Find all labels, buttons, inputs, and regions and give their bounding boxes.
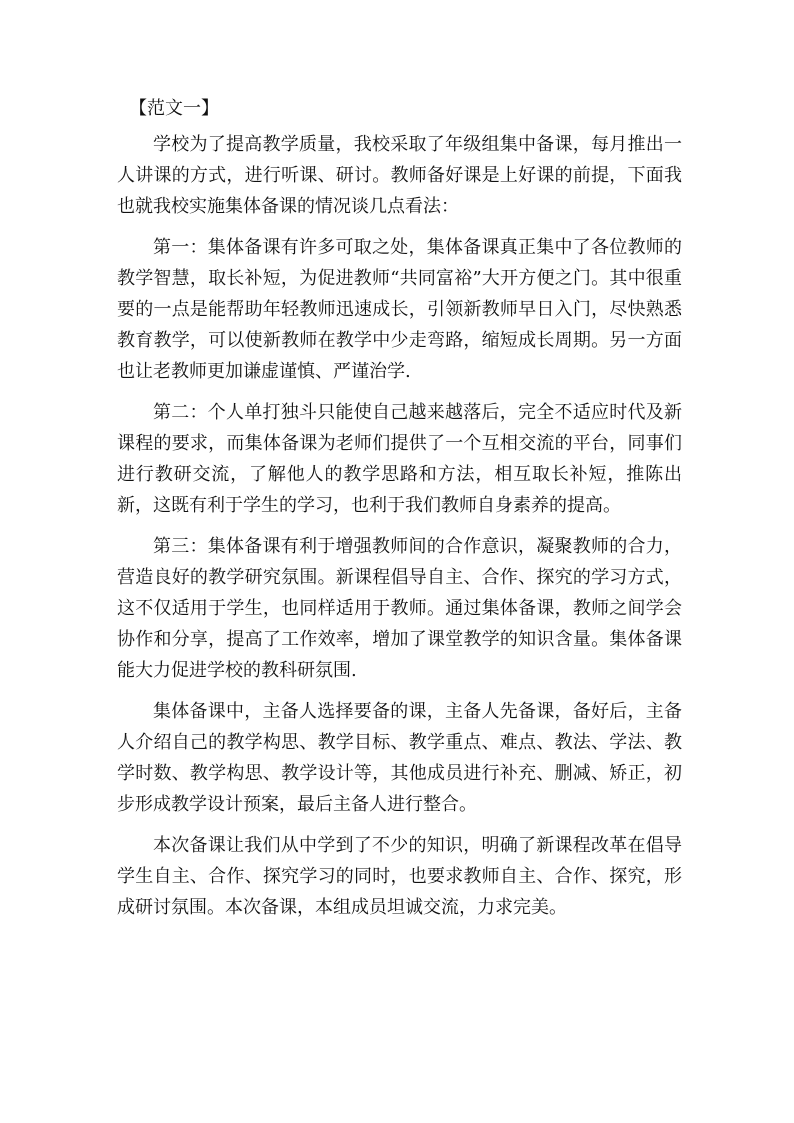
paragraph-point-two: 第二：个人单打独斗只能使自己越来越落后，完全不适应时代及新课程的要求，而集体备课为老师们提供了一个互相交流的平台，同事们进行教研交流，了解他人的教学思路和方法，相互取长补短，推陈出新，这既有利于学生的学习，也利于我们教师自身素养的提高。 (117, 402, 682, 516)
paragraph-conclusion: 本次备课让我们从中学到了不少的知识，明确了新课程改革在倡导学生自主、合作、探究学习的同时，也要求教师自主、合作、探究，形成研讨氛围。本次备课，本组成员坦诚交流，力求完美。 (117, 835, 682, 918)
paragraph-point-one: 第一：集体备课有许多可取之处，集体备课真正集中了各位教师的教学智慧，取长补短，为促进教师“共同富裕”大开方便之门。其中很重要的一点是能帮助年轻教师迅速成长，引领新教师早日入门，尽快熟悉教育教学，可以使新教师在教学中少走弯路，缩短成长周期。另一方面也让老教师更加谦虚谨慎、严谨治学. (117, 237, 682, 382)
paragraph-point-three: 第三：集体备课有利于增强教师间的合作意识，凝聚教师的合力，营造良好的教学研究氛围。新课程倡导自主、合作、探究的学习方式，这不仅适用于学生，也同样适用于教师。通过集体备课，教师之间学会协作和分享，提高了工作效率，增加了课堂教学的知识含量。集体备课能大力促进学校的教科研氛围. (117, 536, 682, 681)
paragraph-process: 集体备课中，主备人选择要备的课，主备人先备课，备好后，主备人介绍自己的教学构思、教学目标、教学重点、难点、教法、学法、教学时数、教学构思、教学设计等，其他成员进行补充、删减、矫正，初步形成教学设计预案，最后主备人进行整合。 (117, 701, 682, 815)
document-heading: 【范文一】 (129, 98, 219, 119)
document-body (117, 88, 682, 928)
paragraph-intro: 学校为了提高教学质量，我校采取了年级组集中备课，每月推出一人讲课的方式，进行听课、研讨。教师备好课是上好课的前提，下面我也就我校实施集体备课的情况谈几点看法： (117, 134, 682, 217)
